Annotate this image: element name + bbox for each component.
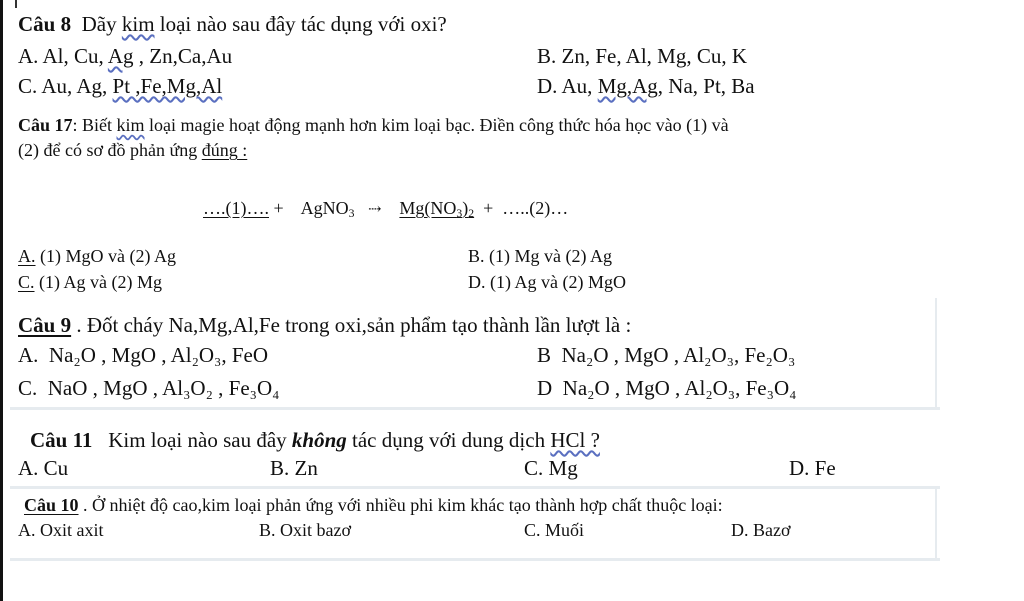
option-key: D. [537,74,558,98]
divider [10,486,940,489]
question-17-line2-text: (2) để có sơ đồ phản ứng [18,140,202,160]
question-9-option-a[interactable] [18,343,268,368]
option-text: Oxit bazơ [280,520,352,540]
option-text: Muối [545,520,585,540]
question-10-label: Câu 10 [24,495,79,515]
question-8-stem [18,12,447,37]
option-text: (1) Ag và (2) Mg [34,272,162,292]
question-11-text-1: Kim loại nào sau đây [108,428,292,452]
question-8-label: Câu 8 [18,12,72,36]
option-key: A. [18,44,39,68]
question-10-option-c[interactable] [524,520,584,541]
divider-vertical [935,298,937,410]
question-8-text-post: loại nào sau đây tác dụng với oxi? [154,12,447,36]
option-key: B. [468,246,485,266]
question-11-text-2: tác dụng với dung dịch [346,428,551,452]
option-text: (1) Mg và (2) Ag [484,246,612,266]
question-8-option-b[interactable] [537,44,747,69]
equation-blank-1[interactable]: ….(1)…. [203,198,269,218]
question-8-option-c[interactable] [18,74,222,99]
product-subscript-2: 2 [468,206,475,220]
question-9-option-d[interactable] [537,376,796,401]
option-text: Mg [548,456,578,480]
option-text: Fe [814,456,836,480]
question-8-text-pre: Dãy [81,12,122,36]
option-key: D. [789,456,810,480]
product-formula: Mg(NO [399,198,457,218]
question-10-text: . Ở nhiệt độ cao,kim loại phản ứng với nhiều phi kim khác tạo thành hợp chất thuộc loại: [78,495,723,515]
option-key: A. [18,456,39,480]
question-11-stem [30,428,600,453]
question-8-option-a[interactable] [18,44,232,69]
question-11-option-c[interactable] [524,456,578,481]
option-key: D [537,376,553,400]
option-text: Na₂O , MgO , Al₂O₃, Fe₃O₄ [562,376,797,400]
option-key: D. [731,520,749,540]
question-17-option-d[interactable] [468,272,626,293]
option-key: C. [524,520,541,540]
reaction-equation [203,198,568,219]
option-text: Au, Ag, [41,74,113,98]
question-17-text-kim: kim [116,115,145,135]
question-11-option-d[interactable] [789,456,836,481]
option-text: NaO , MgO , Al₃O₂ , Fe₃O₄ [47,376,280,400]
option-key: C. [18,272,35,292]
option-text: Na₂O , MgO , Al₂O₃, FeO [48,343,269,367]
page-left-border [0,0,3,601]
divider-vertical [935,486,937,561]
option-text-pt: Pt ,Fe,Mg,Al [112,74,223,98]
option-text-rest: , Na, Pt, Ba [657,74,755,98]
product-close: ) [462,198,469,218]
question-11-emphasis: không [291,428,347,452]
option-text: Na₂O , MgO , Al₂O₃, Fe₂O₃ [561,343,796,367]
option-key: B. [270,456,290,480]
product-subscript: 3 [456,206,463,220]
question-11-text-hcl: HCl ? [550,428,600,452]
option-text-rest: , Zn,Ca,Au [133,44,233,68]
equation-reactant [301,198,355,218]
option-text-ag: Ag [107,44,134,68]
question-17-option-b[interactable] [468,246,612,267]
divider [10,407,940,410]
option-key: B [537,343,552,367]
option-text: Zn [294,456,318,480]
reactant-subscript: 3 [348,206,355,220]
question-9-option-c[interactable] [18,376,279,401]
question-10-option-a[interactable] [18,520,104,541]
question-17-stem-line2 [18,140,247,161]
option-text: Oxit axit [40,520,104,540]
option-key: D. [468,272,486,292]
equation-plus: + [273,198,284,218]
option-key: B. [259,520,276,540]
question-9-text: . Đốt cháy Na,Mg,Al,Fe trong oxi,sản phẩm tạo thành lần lượt là : [71,313,632,337]
question-17-label: Câu 17 [18,115,73,135]
equation-product [399,198,474,218]
equation-blank-2[interactable]: …..(2)… [502,198,569,218]
option-key: A. [18,343,39,367]
option-text: Cu [43,456,69,480]
option-key: A. [18,520,36,540]
question-17-text-2: loại magie hoạt động mạnh hơn kim loại bạc. Điền công thức hóa học vào (1) và [144,115,729,135]
option-text: (1) MgO và (2) Ag [35,246,176,266]
question-17-text-1: : Biết [72,115,117,135]
divider [10,558,940,561]
option-text: Bazơ [753,520,791,540]
option-key: A. [18,246,36,266]
question-10-stem [24,495,723,516]
question-17-option-a[interactable] [18,246,176,267]
reactant-formula: AgNO [300,198,349,218]
question-9-label: Câu 9 [18,313,72,337]
question-17-line2-underlined: đúng : [201,140,248,160]
question-10-option-d[interactable] [731,520,791,541]
option-key: C. [524,456,544,480]
question-8-text-kim: kim [121,12,155,36]
option-text: (1) Ag và (2) MgO [485,272,626,292]
question-17-option-c[interactable] [18,272,162,293]
question-9-stem [18,313,631,338]
question-11-label: Câu 11 [30,428,93,452]
equation-plus-2: + [483,198,494,218]
question-8-option-d[interactable] [537,74,755,99]
question-10-option-b[interactable] [259,520,351,541]
question-17-stem-line1 [18,115,729,136]
option-text: Au, [561,74,598,98]
option-key: C. [18,74,38,98]
question-11-option-b[interactable] [270,456,318,481]
option-text-mg: Mg,Ag [597,74,658,98]
question-9-option-b[interactable] [537,343,795,368]
option-key: C. [18,376,38,400]
cursor-mark [15,0,17,8]
option-key: B. [537,44,557,68]
reaction-arrow-icon: ⇢ [368,201,382,218]
option-text: Zn, Fe, Al, Mg, Cu, K [561,44,748,68]
option-text: Al, Cu, [42,44,108,68]
question-11-option-a[interactable] [18,456,68,481]
